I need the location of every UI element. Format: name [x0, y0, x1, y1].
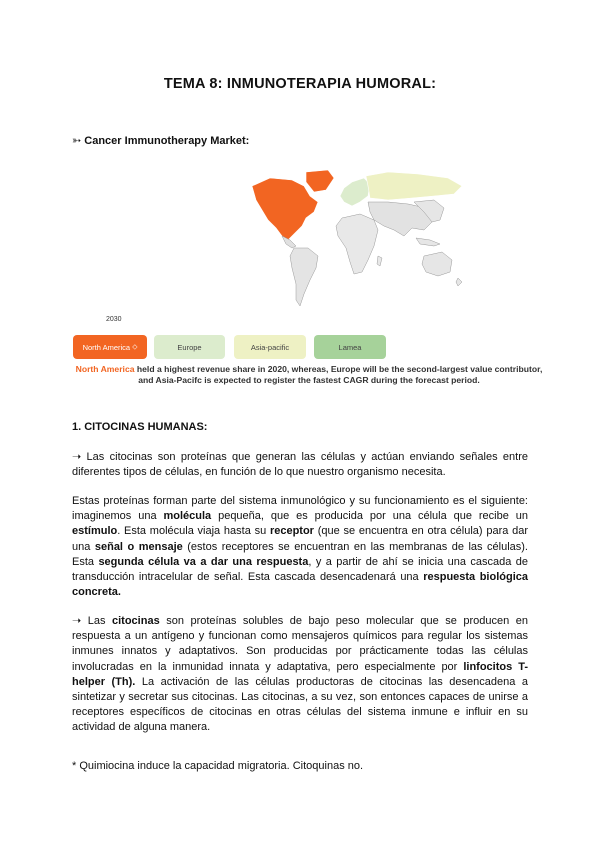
year-label: 2030 [106, 316, 122, 323]
paragraph-intro: ➝ Las citocinas son proteínas que generan las células y actúan enviando señales entre diferentes tipos de células, en función de lo que nuestro organismo necesita. [72, 451, 528, 479]
legend-lamea: Lamea [314, 335, 386, 359]
world-map [248, 168, 466, 318]
figure-caption: North America held a highest revenue share in 2020, whereas, Europe will be the second-largest value contributor, and Asia-Pacifc is expected to register the fastest CAGR during the forecast period. [75, 364, 543, 385]
section-heading: 1. CITOCINAS HUMANAS: [72, 421, 208, 433]
legend-north-america: North America ⬦ [73, 335, 147, 359]
page-title: TEMA 8: INMUNOTERAPIA HUMORAL: [163, 76, 437, 92]
arrow-bullet-icon: ➳ [72, 135, 82, 147]
diamond-icon: ⬦ [132, 342, 138, 351]
subheading-text: Cancer Immunotherapy Market: [84, 135, 250, 147]
paragraph-function: Estas proteínas forman parte del sistema inmunológico y su funcionamiento es el siguiente: imaginemos una molécula pequeña, que es producida por una célula que recibe un estímulo. Esta molécula viaja hasta su receptor (que se encuentra en otra célula) para dar una señal o mensaje (estos receptores se encuentran en las membranas de las células). Esta segunda célula va a dar una respuesta, y a partir de ahí se inicia una cascada de transducción intracelular de señal. Esta cascada desencadenará una respuesta biológica concreta. [72, 495, 528, 599]
legend-europe: Europe [154, 335, 225, 359]
legend-asia-pacific: Asia-pacific [234, 335, 306, 359]
market-subheading [72, 134, 249, 147]
paragraph-cytokines: ➝ Las citocinas son proteínas solubles de bajo peso molecular que se producen en respuesta a un antígeno y funcionan como mensajeros químicos para regular los sistemas inmunes innatos y adaptativos. Son producidas por prácticamente todas las células involucradas en la inmunidad innata y adaptativa, pero especialmente por linfocitos T-helper (Th). La activación de las células productoras de citocinas las desencadena a sintetizar y secretar sus citocinas. Las citocinas, a su vez, son entonces capaces de unirse a receptores específicos de citocinas en otras células del sistema inmune e influir en su actividad de alguna manera. [72, 615, 528, 734]
footnote: * Quimiocina induce la capacidad migratoria. Citoquinas no. [72, 760, 364, 772]
